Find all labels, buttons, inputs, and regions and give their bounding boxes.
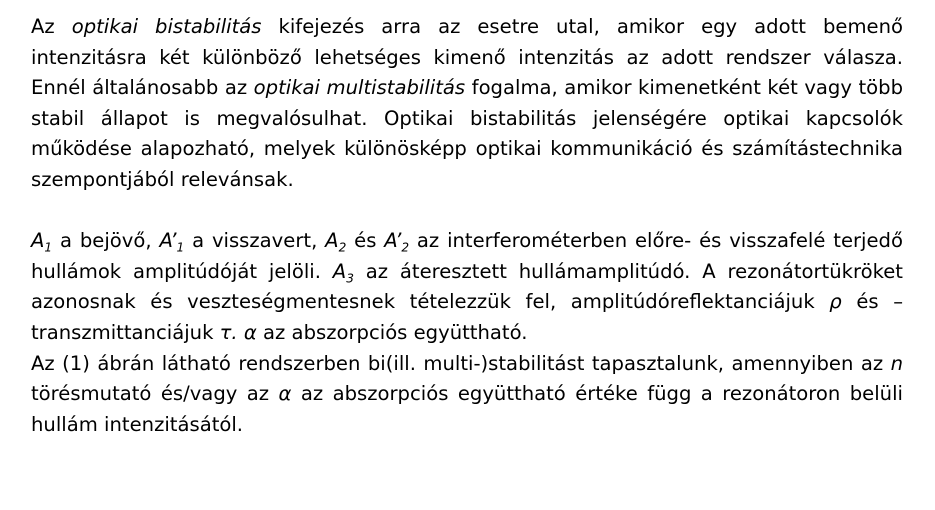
symbol-n: n — [890, 351, 903, 375]
text-run: törésmutató és/vagy az — [31, 382, 279, 406]
text-run: a bejövő, — [52, 229, 160, 253]
symbol-letter: A — [31, 229, 45, 253]
symbol-letter: A’ — [159, 229, 177, 253]
symbol-a1 — [31, 229, 53, 255]
text-run: a visszavert, — [184, 229, 326, 253]
term-optical-multistability: optikai multistabilitás — [253, 76, 466, 100]
symbol-subscript: 2 — [338, 240, 347, 255]
text-run: Az (1) ábrán látható rendszerben bi(ill. multi-)stabilitást tapasztalunk, amennyiben az — [31, 351, 891, 375]
symbol-a2 — [325, 229, 347, 255]
symbol-letter: A — [325, 229, 339, 253]
symbol-tau-alpha: τ. α — [219, 320, 257, 344]
text-run: és — [346, 229, 385, 253]
symbol-subscript: 1 — [176, 240, 185, 255]
text-run: az áteresztett hullámamplitúdó. A rezonátortükröket azonosnak és veszteségmentesnek tételezzük fel, amplitúdóreflektanciájuk — [31, 259, 903, 314]
text-run: az abszorpciós együttható. — [256, 320, 528, 344]
term-optical-bistability: optikai bistabilitás — [71, 15, 262, 38]
symbol-subscript: 3 — [346, 271, 354, 285]
document-body — [31, 12, 903, 440]
symbol-letter: A — [332, 259, 347, 283]
symbol-rho: ρ — [829, 290, 842, 314]
text-run: az interferométerben előre- és visszafelé terjedő hullámok amplitúdóját jelöli. — [31, 229, 903, 283]
symbol-alpha: α — [278, 382, 292, 406]
symbol-letter: A’ — [384, 229, 402, 253]
text-run: az abszorpciós együttható értéke függ a rezonátoron belüli hullám intenzitásától. — [31, 382, 903, 436]
text-run: és –transzmittanciájuk — [31, 290, 903, 344]
symbol-a3 — [333, 260, 354, 283]
symbol-subscript: 1 — [44, 240, 53, 255]
paragraph-optical-bistability — [31, 12, 903, 196]
paragraph-multistability-condition — [31, 349, 903, 441]
symbol-a2-prime — [384, 229, 410, 255]
symbol-subscript: 2 — [401, 240, 410, 255]
symbol-a1-prime — [159, 229, 185, 255]
text-run: kifejezés arra az esetre utal, amikor egy adott bemenő intenzitásra két különböző lehetséges kimenő intenzitás az adott rendszer válasza. Ennél általánosabb az — [31, 15, 903, 100]
text-run: fogalma, amikor kimenetként két vagy több stabil állapot is megvalósulhat. Optikai bistabilitás jelenségére optikai kapcsolók működése alapozható, melyek különösképp optikai kommunikáció és számítástechnika szempontjából relevánsak. — [31, 76, 904, 191]
paragraph-amplitude-notation — [31, 226, 903, 348]
text-run: Az — [31, 15, 72, 38]
